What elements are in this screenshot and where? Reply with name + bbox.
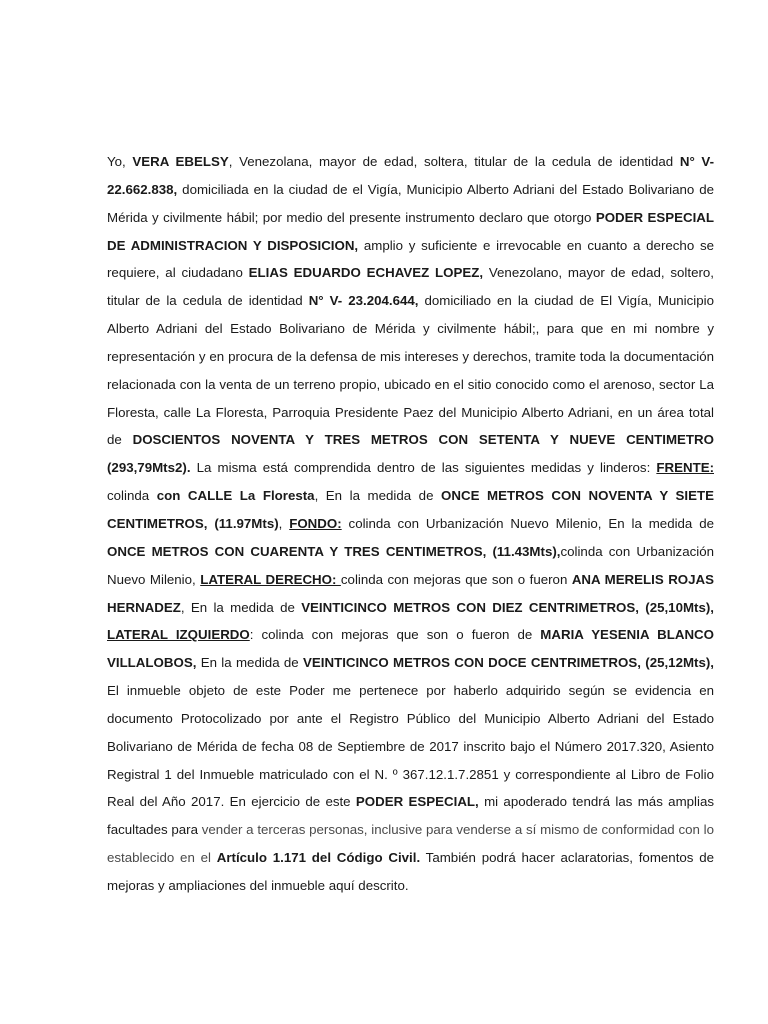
text-segment: , En la medida de (180, 599, 302, 615)
text-segment: LATERAL IZQUIERDO (107, 627, 250, 643)
power-of-attorney-paragraph (107, 148, 714, 900)
text-segment: El inmueble objeto de este Poder me pertenece por haberlo adquirido según se evidencia en documento Protocolizado por ante el Registro Público del Municipio Alberto Adriani del Estado Bolivariano de Mérida de fecha 08 de Septiembre de 2017 inscrito bajo el Número 2017.320, Asiento Registral 1 del Inmueble matriculado con el N. º 367.12.1.7.2851 y correspondiente al Libro de Folio Real del Año 2017. En ejercicio de este (107, 683, 714, 810)
text-segment: La misma está comprendida dentro de las siguientes medidas y linderos: (190, 460, 657, 476)
text-segment: colinda con Urbanización Nuevo Milenio, En la medida de (341, 515, 714, 531)
text-segment: VEINTICINCO METROS CON DIEZ CENTRIMETROS, (25,10Mts), (301, 599, 714, 615)
text-segment: DOSCIENTOS NOVENTA Y TRES METROS CON SETENTA Y NUEVE CENTIMETRO (293,79Mts2). (107, 432, 714, 476)
text-segment: MARIA YESENIA BLANCO VILLALOBOS, (107, 627, 715, 671)
text-segment: N° V-22.662.838, (107, 154, 714, 197)
text-segment: colinda con mejoras que son o fueron (340, 571, 572, 587)
text-segment: colinda con Urbanización Nuevo Milenio, (107, 543, 714, 587)
text-segment: N° V- 23.204.644, (308, 293, 419, 309)
text-segment: domiciliada en la ciudad de el Vigía, Municipio Alberto Adriani del Estado Bolivariano de Mérida y civilmente hábil; por medio del presente instrumento declaro que otorgo (107, 181, 714, 225)
text-segment: Artículo 1.171 del Código Civil. (216, 850, 421, 866)
text-segment: domiciliado en la ciudad de El Vigía, Municipio Alberto Adriani del Estado Bolivariano de Mérida y civilmente hábil;, para que en mi nombre y representación y en procura de la defensa de mis intereses y derechos, tramite toda la documentación relacionada con la venta de un terreno propio, ubicado en el sitio conocido como el arenoso, sector La Floresta, calle La Floresta, Parroquia Presidente Paez del Municipio Alberto Adriani, en un área total de (107, 293, 714, 448)
text-segment: FRENTE: (656, 460, 714, 476)
text-segment: Venezolano, mayor de edad, soltero, titular de la cedula de identidad (107, 265, 714, 309)
text-segment: ONCE METROS CON NOVENTA Y SIETE CENTIMETROS, (11.97Mts) (107, 488, 714, 531)
text-segment: ONCE METROS CON CUARENTA Y TRES CENTIMETROS, (11.43Mts), (107, 543, 561, 559)
text-segment: Yo, (107, 154, 133, 169)
text-segment: PODER ESPECIAL, (355, 794, 479, 810)
text-segment: colinda (107, 488, 157, 504)
text-segment: con CALLE La Floresta (156, 488, 315, 504)
text-segment: VERA EBELSY (132, 154, 229, 169)
text-segment: : colinda con mejoras que son o fueron de (249, 627, 541, 643)
text-segment: También podrá hacer aclaratorias, fomentos de mejoras y ampliaciones del inmueble aquí descrito. (107, 850, 714, 893)
text-segment: mi apoderado tendrá las más amplias facultades para (107, 794, 714, 838)
text-segment: , En la medida de (314, 488, 442, 504)
text-segment: amplio y suficiente e irrevocable en cuanto a derecho se requiere, al ciudadano (107, 237, 714, 281)
text-segment: En la medida de (196, 655, 304, 671)
text-segment: FONDO: (289, 515, 342, 531)
text-segment: PODER ESPECIAL DE ADMINISTRACION Y DISPOSICION, (107, 209, 715, 253)
text-segment: , Venezolana, mayor de edad, soltera, titular de la cedula de identidad (228, 154, 680, 169)
text-segment: vender a terceras personas, inclusive para venderse a sí mismo de conformidad con lo establecido en el (107, 822, 714, 866)
text-segment: VEINTICINCO METROS CON DOCE CENTRIMETROS, (25,12Mts), (303, 655, 714, 671)
text-segment: ELIAS EDUARDO ECHAVEZ LOPEZ, (248, 265, 484, 281)
text-segment: ANA MERELIS ROJAS HERNADEZ (107, 571, 715, 615)
text-segment: , (278, 515, 290, 531)
text-segment: LATERAL DERECHO: (200, 571, 341, 587)
